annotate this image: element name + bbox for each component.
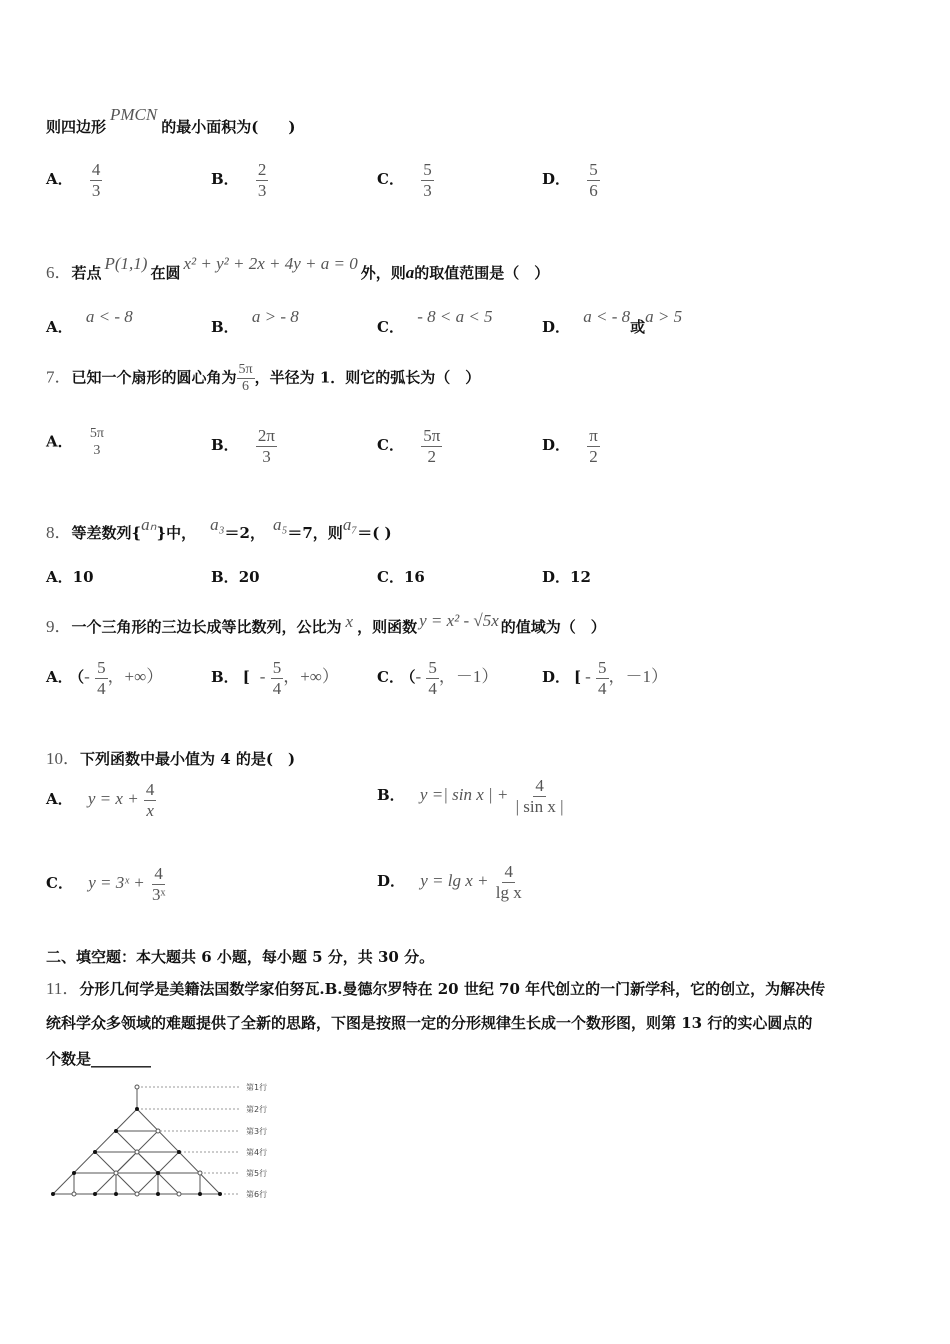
q8-a5: a₅ <box>272 515 288 534</box>
row-label: 第3行 <box>246 1127 268 1136</box>
option-label: A． <box>46 318 73 336</box>
q5-stem-pre: 则四边形 <box>46 118 107 136</box>
q6-circle-equation: x² + y² + 2x + 4y + a = 0 <box>183 254 358 273</box>
option-label: B． <box>211 568 239 586</box>
q9-stem <box>46 612 606 637</box>
q8-number: 8． <box>46 523 72 542</box>
minus-sign: - <box>415 667 422 687</box>
q6-c-math: - 8 < a < 5 <box>417 307 493 326</box>
q8-eq3: ＝( ) <box>357 524 392 542</box>
q10-option-a[interactable] <box>46 780 156 820</box>
row-label: 第6行 <box>246 1190 268 1199</box>
q6-text-b: 在圆 <box>150 264 181 282</box>
q6-d-or: 或 <box>630 318 646 336</box>
q9-d-fraction: $\frac{5}{4}$ <box>598 658 607 698</box>
q7-option-d[interactable] <box>542 426 600 466</box>
q5-b-fraction: $\frac{2}{3}$ <box>257 160 267 200</box>
q6-variable: a <box>405 263 415 282</box>
q6-option-b[interactable] <box>211 306 299 336</box>
option-label: C． <box>377 568 404 586</box>
q6-d-math-2: a > 5 <box>645 307 683 326</box>
q6-text-a: 若点 <box>71 264 102 282</box>
q9-c-fraction: $\frac{5}{4}$ <box>428 658 437 698</box>
option-value: 16 <box>403 568 425 586</box>
q9-option-d[interactable] <box>542 658 668 698</box>
option-label: D． <box>542 436 571 455</box>
q6-b-math: a > - 8 <box>251 307 299 326</box>
q9-text-a: 一个三角形的三边长成等比数列，公比为 <box>71 618 342 636</box>
option-label: A． <box>46 432 73 451</box>
q7-a-fraction: 5π 3 <box>89 426 104 459</box>
q5-c-fraction: $\frac{5}{3}$ <box>423 160 432 200</box>
q5-stem-post: 的最小面积为( ) <box>161 118 296 136</box>
q5-option-d[interactable] <box>542 160 600 200</box>
interval-open: （ <box>76 668 85 687</box>
q10-d-fraction: $\frac{4}{\text{lg x}}$ <box>495 862 522 902</box>
section-heading: 二、填空题：本大题共 6 小题，每小题 5 分，共 30 分。 <box>46 948 435 966</box>
q5-a-fraction: $\frac{4}{3}$ <box>91 160 101 200</box>
q10-d-lhs: y = lg x + <box>420 871 489 891</box>
option-label: A． <box>46 170 73 189</box>
q7-option-b[interactable] <box>211 426 277 466</box>
option-value: 20 <box>238 568 260 586</box>
q7-stem <box>46 362 480 395</box>
row-label: 第1行 <box>246 1083 268 1092</box>
q10-option-c[interactable] <box>46 864 167 904</box>
q5-option-c[interactable] <box>377 160 434 200</box>
minus-sign: - <box>84 667 90 687</box>
q10-option-b[interactable] <box>377 776 566 816</box>
q10-b-fraction: $\frac{4}{\text{| sin x |}}$ <box>515 776 564 816</box>
row-label: 第5行 <box>246 1169 268 1178</box>
q11-number: 11． <box>46 979 80 998</box>
q9-variable: x <box>345 612 354 631</box>
interval-rest: ，+∞） <box>107 667 164 687</box>
q9-option-c[interactable] <box>377 658 498 698</box>
option-label: C． <box>46 874 73 893</box>
q7-b-fraction: $\frac{2\pi}{3}$ <box>257 426 276 466</box>
fractal-tree-diagram <box>40 1078 280 1208</box>
option-label: C． <box>377 170 404 189</box>
q8-text-b: }中， <box>156 524 197 542</box>
q5-option-a[interactable] <box>46 160 102 200</box>
q9-function: y = x² - √5x <box>419 611 499 630</box>
row-label: 第4行 <box>246 1148 268 1157</box>
q11-line-1 <box>46 974 825 999</box>
option-label: D． <box>542 170 571 189</box>
option-label: D． <box>377 872 406 891</box>
q8-text-a: 等差数列{ <box>71 524 142 542</box>
q9-a-fraction: $\frac{5}{4}$ <box>97 658 106 698</box>
q6-d-math-1: a < - 8 <box>583 307 631 326</box>
q6-text-c: 外，则 <box>360 264 406 282</box>
q6-stem <box>46 254 550 283</box>
option-label: B． <box>211 436 239 455</box>
option-label: D． <box>542 668 571 687</box>
q11-line-2: 统科学众多领域的难题提供了全新的思路，下图是按照一定的分形规律生长成一个数形图，则第 13 行的实心圆点的 <box>46 1014 813 1032</box>
q10-a-lhs: y = x + <box>87 789 139 809</box>
q8-a3: a₃ <box>210 515 225 534</box>
q8-option-d[interactable] <box>542 566 591 587</box>
option-label: A． <box>46 668 73 687</box>
option-label: B． <box>377 786 405 805</box>
option-label: B． <box>211 668 239 687</box>
q10-c-fraction: $\frac{4}{\text{3ˣ}}$ <box>151 864 166 904</box>
row-label: 第2行 <box>246 1105 268 1114</box>
q7-option-a[interactable] <box>46 426 106 459</box>
q9-number: 9． <box>46 617 72 636</box>
q6-point: P(1,1) <box>104 254 148 273</box>
tree-edges <box>53 1087 220 1194</box>
interval-rest: ，－1） <box>608 667 669 687</box>
row-labels <box>246 1082 267 1199</box>
q5-d-fraction: $\frac{5}{6}$ <box>589 160 598 200</box>
interval-open: [ <box>574 668 582 687</box>
q6-option-c[interactable] <box>377 306 493 336</box>
option-label: C． <box>377 318 404 336</box>
option-label: C． <box>377 668 404 687</box>
q10-a-fraction: $\frac{4}{x}$ <box>145 780 155 820</box>
q9-text-b: ，则函数 <box>357 618 418 636</box>
option-label: A． <box>46 790 73 809</box>
q8-option-b[interactable] <box>211 566 260 587</box>
q10-c-lhs: y = 3ˣ + <box>88 873 145 893</box>
option-value: 12 <box>570 568 591 586</box>
option-value: 10 <box>72 568 94 586</box>
q7-d-fraction: $\frac{\pi}{2}$ <box>589 426 598 466</box>
option-label: C． <box>377 436 404 455</box>
q10-number: 10． <box>46 749 80 768</box>
q10-text: 下列函数中最小值为 4 的是( ) <box>80 750 296 768</box>
q7-text-a: 已知一个扇形的圆心角为 <box>71 368 237 387</box>
q10-option-d[interactable] <box>377 862 524 902</box>
q7-text-b: ，半径为 1．则它的弧长为（ ） <box>254 368 481 387</box>
q6-number: 6． <box>46 263 72 282</box>
q8-eq2: ＝7，则 <box>287 524 343 542</box>
q6-option-d[interactable] <box>542 306 683 336</box>
q7-angle-fraction: $\frac{5\pi}{6}$ <box>238 362 253 395</box>
interval-open: （ <box>407 668 416 687</box>
q8-eq1: ＝2， <box>224 524 265 542</box>
q8-sequence: aₙ <box>141 515 157 534</box>
q5-math: PMCN <box>110 105 158 124</box>
interval-rest: ，－1） <box>438 667 499 687</box>
q10-stem <box>46 744 295 769</box>
q8-option-a[interactable] <box>46 566 94 587</box>
q8-stem <box>46 515 392 543</box>
option-label: A． <box>46 568 73 586</box>
option-label: B． <box>211 318 239 336</box>
q8-option-c[interactable] <box>377 566 425 587</box>
q7-option-c[interactable] <box>377 426 442 466</box>
option-label: B． <box>211 170 239 189</box>
option-label: D． <box>542 568 571 586</box>
q8-a7: a₇ <box>342 515 358 534</box>
q11-answer-line: 个数是________ <box>46 1050 152 1068</box>
q6-text-d: 的取值范围是（ ） <box>414 264 550 282</box>
q10-b-lhs: y =| sin x | + <box>419 785 509 805</box>
q9-option-a[interactable] <box>46 658 163 698</box>
q7-c-fraction: $\frac{5\pi}{2}$ <box>423 426 441 466</box>
q9-b-fraction: $\frac{5}{4}$ <box>272 658 282 698</box>
minus-sign: - <box>585 667 591 687</box>
q5-option-b[interactable] <box>211 160 268 200</box>
interval-open: [ <box>242 668 250 687</box>
interval-rest: ，+∞） <box>283 667 339 687</box>
q9-text-c: 的值域为（ ） <box>500 618 606 636</box>
q9-option-b[interactable] <box>211 658 339 698</box>
q11-text-1: 分形几何学是美籍法国数学家伯努瓦.B.曼德尔罗特在 20 世纪 70 年代创立的一门新学科，它的创立，为解决传 <box>79 980 826 998</box>
q7-number: 7． <box>46 367 72 387</box>
q6-option-a[interactable] <box>46 306 133 336</box>
option-label: D． <box>542 318 571 336</box>
q5-stem <box>46 105 296 137</box>
minus-sign: - <box>259 667 266 687</box>
q6-a-math: a < - 8 <box>85 307 133 326</box>
